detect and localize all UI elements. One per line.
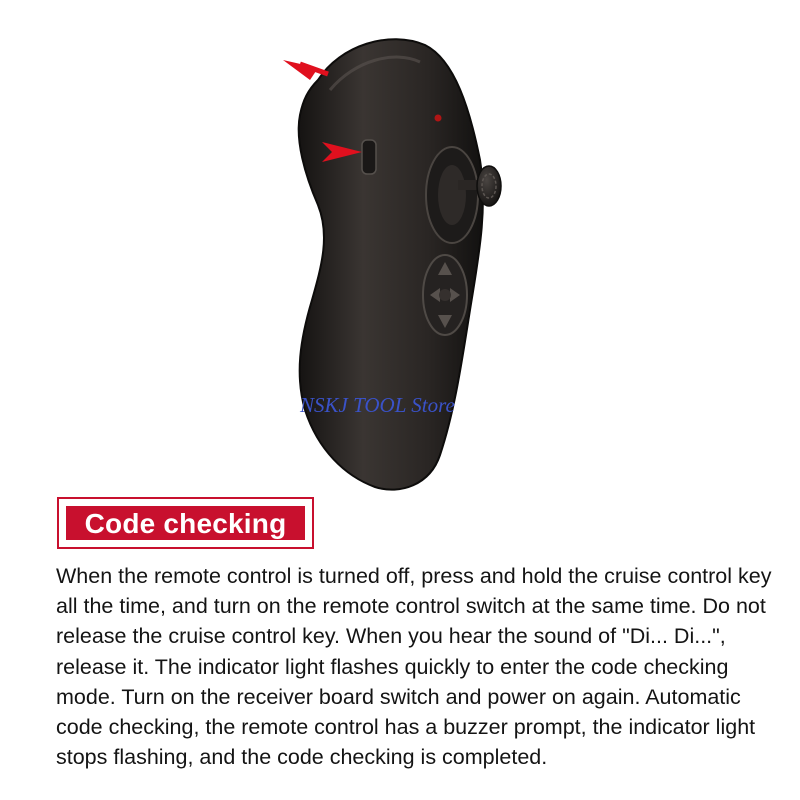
indicator-light-icon [435,115,442,122]
section-title-frame [57,497,314,549]
section-title: Code checking [84,508,287,539]
instructions-text: When the remote control is turned off, press and hold the cruise control key all the time, and turn on the remote control switch at the same time. Do not release the cruise control key. When you hear the sound of "Di... Di...", release it. The indicator light flashes quickly to enter the code checking mode. Turn on the receiver board switch and power on again. Automatic code checking, the remote control has a buzzer prompt, the indicator light stops flashing, and the code checking is completed. [56,564,772,770]
joystick-socket [438,165,466,225]
power-switch [362,140,376,174]
section-title-badge [66,506,305,540]
store-watermark: NSKJ TOOL Store [300,393,455,417]
direction-pad-icon [423,255,467,335]
